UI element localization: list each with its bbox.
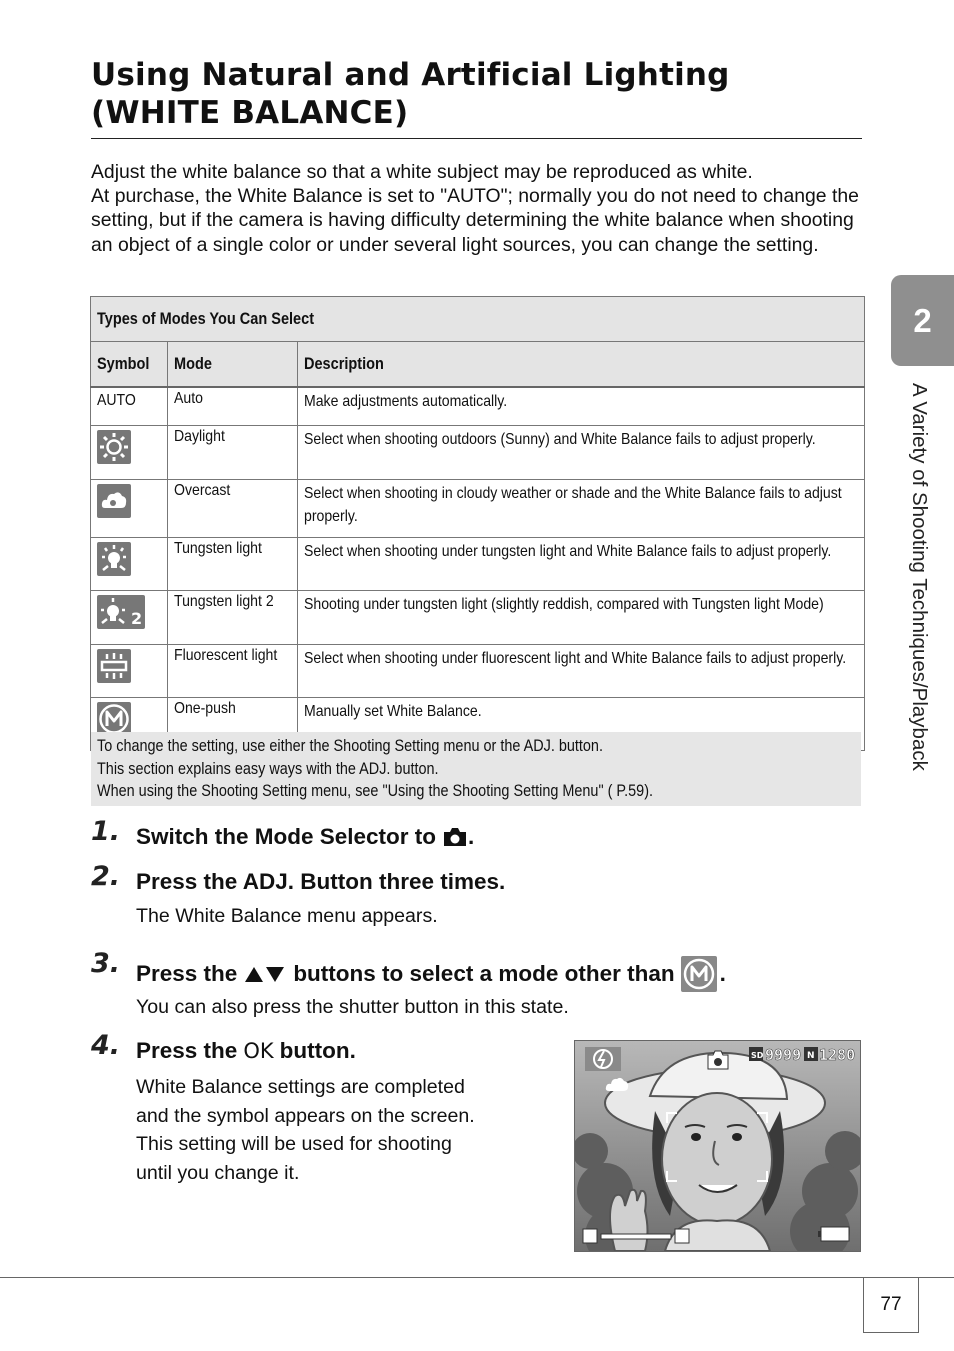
description-cell: Make adjustments automatically. (298, 387, 865, 426)
step-number: 1. (91, 816, 121, 847)
page-number: 77 (863, 1277, 919, 1333)
mode-cell: One-push (168, 698, 298, 751)
step-3-text-mid: buttons to select a mode other than (293, 961, 675, 986)
tungsten-light-2-icon (97, 595, 145, 629)
page-title (91, 56, 862, 139)
header-mode: Mode (168, 342, 298, 388)
chapter-number: 2 (913, 301, 932, 339)
tungsten-light-icon (97, 542, 131, 576)
symbol-cell (91, 480, 168, 538)
step-number: 2. (91, 861, 121, 892)
footer-rule (0, 1277, 954, 1278)
step-description: The White Balance menu appears. (136, 905, 438, 927)
header-description: Description (298, 342, 865, 388)
camera-icon (442, 826, 468, 848)
overcast-icon (97, 484, 131, 518)
table-row (91, 645, 865, 698)
table-row (91, 591, 865, 645)
face (662, 1093, 772, 1225)
step-1-text: Switch the Mode Selector to (136, 824, 437, 849)
note-line-1: To change the setting, use either the Shooting Setting menu or the ADJ. button. (97, 737, 603, 755)
step-description: You can also press the shutter button in this state. (136, 996, 569, 1018)
description-cell: Shooting under tungsten light (slightly reddish, compared with Tungsten light Mode) (298, 591, 865, 645)
intro-line-2: At purchase, the White Balance is set to "AUTO"; normally you do not need to change the setting, but if the camera is having difficulty determining the white balance when shooting an object of a single color or under several light sources, you can change the setting. (91, 185, 859, 256)
daylight-icon (97, 430, 131, 464)
step-heading (136, 1038, 356, 1064)
chapter-title: A Variety of Shooting Techniques/Playback (908, 383, 931, 771)
symbol-cell (91, 591, 168, 645)
description-cell: Select when shooting outdoors (Sunny) and White Balance fails to adjust properly. (298, 426, 865, 480)
svg-text:SD: SD (751, 1051, 764, 1060)
mode-cell: Tungsten light 2 (168, 591, 298, 645)
step-1-period: . (468, 824, 475, 849)
page-title-line-1: Using Natural and Artificial Lighting (91, 57, 730, 93)
step-3-text-start: Press the (136, 961, 238, 986)
fluorescent-light-icon (97, 649, 131, 683)
table-row (91, 426, 865, 480)
image-size: 1280 (819, 1046, 856, 1064)
modes-table (90, 296, 865, 751)
step-4-text-end: button. (279, 1038, 356, 1063)
table-row (91, 538, 865, 591)
step-4-text-start: Press the (136, 1038, 238, 1063)
auto-symbol: AUTO (97, 392, 136, 409)
battery-icon (818, 1227, 849, 1241)
mode-cell: Overcast (168, 480, 298, 538)
table-header-row (91, 342, 865, 388)
table-caption: Types of Modes You Can Select (91, 297, 865, 342)
description-cell: Select when shooting in cloudy weather or shade and the White Balance fails to adjust properly. (298, 480, 865, 538)
step-heading (136, 956, 726, 992)
chapter-tab (891, 275, 954, 366)
description-cell: Select when shooting under fluorescent light and White Balance fails to adjust properly. (298, 645, 865, 698)
table-row (91, 387, 865, 426)
page-title-line-2: (WHITE BALANCE) (91, 95, 409, 131)
step-number: 4. (91, 1030, 121, 1061)
step-4-line-2: and the symbol appears on the screen. (136, 1104, 475, 1127)
mode-cell: Daylight (168, 426, 298, 480)
symbol-cell (91, 645, 168, 698)
step-heading: Press the ADJ. Button three times. (136, 869, 506, 894)
description-cell: Manually set White Balance. (298, 698, 865, 751)
note-line-2: This section explains easy ways with the ADJ. button. (97, 759, 439, 778)
step-heading (136, 824, 474, 850)
table-caption-row (91, 297, 865, 342)
mode-cell: Auto (168, 387, 298, 426)
svg-text:N: N (807, 1051, 815, 1061)
intro-line-1: Adjust the white balance so that a white subject may be reproduced as white. (91, 161, 753, 183)
symbol-cell (91, 387, 168, 426)
one-push-icon (681, 956, 717, 992)
step-description (136, 1073, 475, 1187)
table-row (91, 480, 865, 538)
step-4-line-1: White Balance settings are completed (136, 1076, 465, 1098)
note-box (91, 732, 861, 806)
step-3-period: . (719, 961, 726, 986)
camera-screen-image (574, 1040, 861, 1252)
step-4-line-3: This setting will be used for shooting (136, 1133, 452, 1155)
symbol-cell (91, 538, 168, 591)
hand (610, 1190, 648, 1251)
description-cell: Select when shooting under tungsten light and White Balance fails to adjust properly. (298, 538, 865, 591)
header-symbol: Symbol (91, 342, 168, 388)
mode-cell: Tungsten light (168, 538, 298, 591)
shot-counter: 9999 (765, 1046, 802, 1064)
step-number: 3. (91, 948, 121, 979)
intro-text (91, 160, 866, 257)
step-4-line-4: until you change it. (136, 1161, 300, 1184)
symbol-cell (91, 426, 168, 480)
mode-cell: Fluorescent light (168, 645, 298, 698)
ok-button-label: OK (243, 1039, 274, 1063)
svg-text:2: 2 (131, 609, 143, 627)
up-down-arrows-icon (243, 965, 287, 983)
one-push-icon (97, 702, 131, 736)
note-line-3: When using the Shooting Setting menu, see "Using the Shooting Setting Menu" ( P.59). (97, 782, 654, 800)
